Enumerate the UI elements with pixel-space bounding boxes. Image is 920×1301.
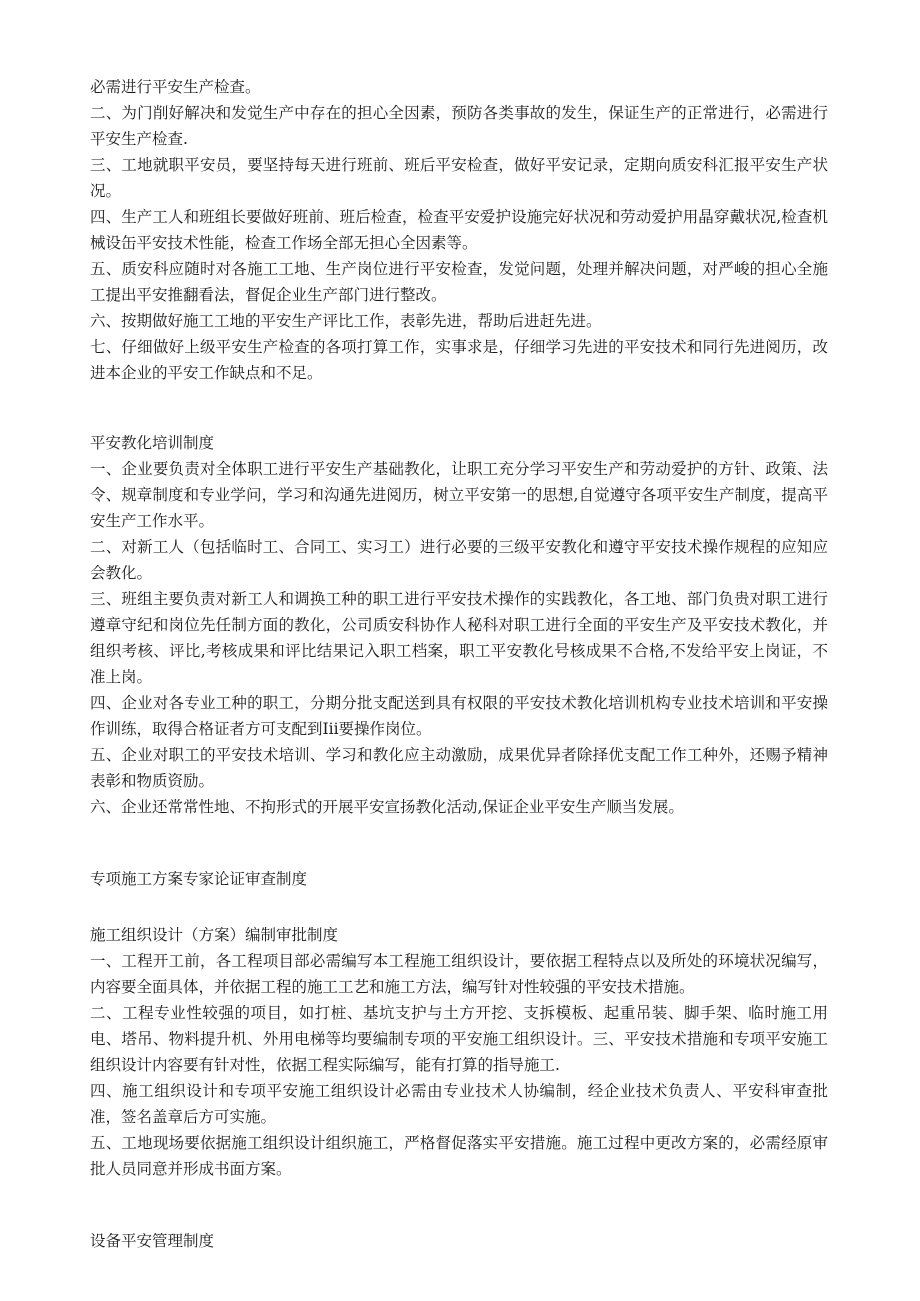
training-item-1: 一、企业要负责对全体职工进行平安生产基础教化，让职工充分学习平安生产和劳动爱护的方针、政策、法令、规章制度和专业学问，学习和沟通先进阅历，树立平安第一的思想,自觉遵守各项平安生产制度，提高平安生产工作水平。 — [90, 460, 828, 530]
training-item-4: 四、企业对各专业工种的职工，分期分批支配送到具有权限的平安技术教化培训机构专业技术培训和平安操作训练，取得合格证者方可支配到Iii要操作岗位。 — [90, 694, 828, 738]
inspection-item-7: 七、仔细做好上级平安生产检查的各项打算工作，实事求是，仔细学习先进的平安技术和同行先进阅历，改进本企业的平安工作缺点和不足。 — [90, 338, 828, 382]
training-item-5: 五、企业对职工的平安技术培训、学习和教化应主动激励，成果优异者除择优支配工作工种外，还赐予精神表彰和物质资励。 — [90, 746, 828, 790]
inspection-item-4: 四、生产工人和班组长要做好班前、班后检查，检查平安爱护设施完好状况和劳动爱护用晶穿戴状况,检查机械设缶平安技术性能，检查工作场全部无担心全因素等。 — [90, 208, 828, 252]
inspection-item-3: 三、工地就职平安员，要坚持每天进行班前、班后平安检查，做好平安记录，定期向质安科汇报平安生产状况。 — [90, 156, 828, 200]
design-item-1: 一、工程开工前，各工程项目部必需编写本工程施工组织设计，要依据工程特点以及所处的环境状况编写，内容要全面具体，并依据工程的施工工艺和施工方法，编写针对性较强的平安技术措施。 — [90, 952, 828, 996]
section-gap — [90, 1182, 828, 1228]
training-section-title: 平安教化培训制度 — [90, 434, 215, 452]
design-item-2-3: 二、工程专业性较强的项目，如打桩、基坑支护与土方开挖、支拆模板、起重吊装、脚手架、临时施工用电、塔吊、物料提升机、外用电梯等均要编制专项的平安施工组织设计。三、平安技术措施和专项平安施工组织设计内容要有针对性，依据工程实际编写，能有打算的指导施工. — [90, 1004, 828, 1074]
section-gap — [90, 892, 828, 922]
design-item-4: 四、施工组织设计和专项平安施工组织设计必需由专业技术人协编制，经企业技术负责人、平安科审查批准，签名盖章后方可实施。 — [90, 1082, 828, 1126]
expert-review-section-title: 专项施工方案专家论证审查制度 — [90, 870, 308, 888]
document-page — [90, 74, 828, 1254]
section-gap — [90, 386, 828, 430]
equipment-section-title: 设备平安管理制度 — [90, 1232, 215, 1250]
continuation-line: 必需进行平安生产检查。 — [90, 78, 261, 96]
inspection-item-5: 五、质安科应随时对各施工工地、生产岗位进行平安检查，发觉问题，处理并解决问题，对严峻的担心全施工提出平安推翻看法，督促企业生产部门进行整改。 — [90, 260, 828, 304]
training-item-2: 二、对新工人（包括临时工、合同工、实习工）进行必要的三级平安教化和遵守平安技术操作规程的应知应会教化。 — [90, 538, 828, 582]
design-item-5: 五、工地现场要依据施工组织设计组织施工，严格督促落实平安措施。施工过程中更改方案的，必需经原审批人员同意并形成书面方案。 — [90, 1134, 828, 1178]
training-item-3: 三、班组主要负责对新工人和调换工种的职工进行平安技术操作的实践教化，各工地、部门负贵对职工进行遵章守纪和岗位先任制方面的教化，公司质安科协作人秘科对职工进行全面的平安生产及平安技术教化，并组织考核、评比,考核成果和评比结果记入职工档案，职工平安教化号核成果不合格,不发给平安上岗证，不准上岗。 — [90, 590, 828, 686]
section-gap — [90, 820, 828, 866]
inspection-item-6: 六、按期做好施工工地的平安生产评比工作，表彰先进，帮助后进赶先进。 — [90, 312, 602, 330]
training-item-6: 六、企业还常常性地、不拘形式的开展平安宣扬教化活动,保证企业平安生产顺当发展。 — [90, 798, 684, 816]
design-section-title: 施工组织设计（方案）编制审批制度 — [90, 926, 339, 944]
inspection-item-2: 二、为门削好解决和发觉生产中存在的担心全因素，预防各类事故的发生，保证生产的正常进行，必需进行平安生产检查. — [90, 104, 828, 148]
